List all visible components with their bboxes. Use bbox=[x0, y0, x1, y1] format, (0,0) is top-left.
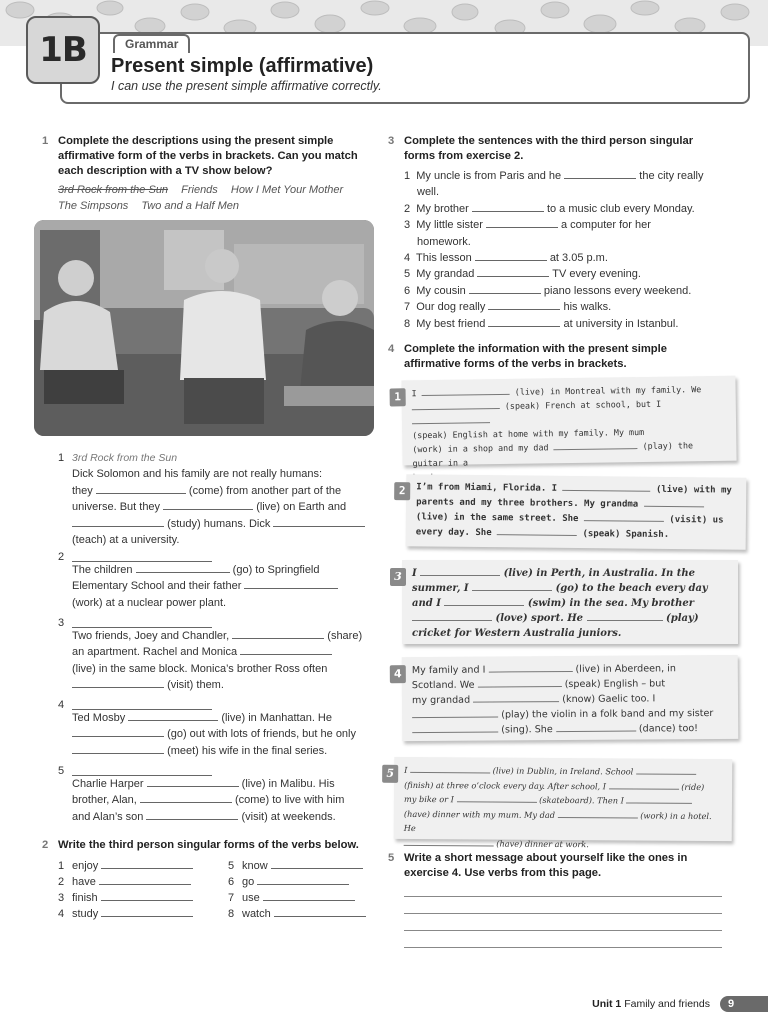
answer-blank[interactable] bbox=[101, 858, 193, 869]
verb-item: 7 use bbox=[228, 890, 355, 904]
sentence-item-cont: well. bbox=[417, 186, 440, 199]
verb-item: 1 enjoy bbox=[58, 858, 193, 872]
example-answer: 3rd Rock from the Sun bbox=[72, 452, 178, 464]
profile-card-5: 5 I (live) in Dublin, in Ireland. School (finish) at three o’clock every day. After school, I (ride) my bike or I (skateboard). Then I (have) dinner with my mum. My dad (work) in a hotel. He (have) dinner at work. bbox=[394, 757, 733, 841]
page-subtitle: I can use the present simple affirmative correctly. bbox=[111, 79, 382, 93]
answer-blank[interactable] bbox=[140, 792, 232, 803]
writing-line[interactable] bbox=[404, 930, 722, 931]
tv-show-list bbox=[58, 182, 358, 214]
sentence-item: 8 My best friend at university in Istanbul. bbox=[404, 317, 679, 330]
tv-show: 3rd Rock from the Sun bbox=[58, 184, 169, 196]
card-number: 1 bbox=[390, 388, 406, 406]
profile-card-4: 4 My family and I (live) in Aberdeen, in Scotland. We (speak) English – but my grandad (know) Gaelic too. I (play) the violin in a folk band and my sister (sing). She (dance) too! bbox=[402, 655, 739, 741]
answer-blank[interactable] bbox=[412, 400, 500, 410]
description-5: Charlie Harper (live) in Malibu. His brother, Alan, (come) to live with him and Alan’s son (visit) at weekends. bbox=[72, 762, 372, 825]
answer-blank[interactable] bbox=[469, 283, 541, 294]
tv-show: Friends bbox=[181, 184, 218, 196]
profile-card-2: 2 I’m from Miami, Florida. I (live) with my parents and my three brothers. My grandma (live) in the same street. She (visit) us every day. She (speak) Spanish. bbox=[406, 474, 747, 550]
writing-line[interactable] bbox=[404, 947, 722, 948]
exercise-3-items bbox=[404, 168, 724, 332]
sentence-item: 5 My grandad TV every evening. bbox=[404, 268, 641, 281]
answer-blank[interactable] bbox=[72, 726, 164, 737]
card-number: 2 bbox=[394, 482, 410, 500]
answer-blank[interactable] bbox=[563, 482, 651, 492]
sentence-item: 4 This lesson at 3.05 p.m. bbox=[404, 252, 608, 265]
answer-blank[interactable] bbox=[136, 562, 230, 573]
answer-blank[interactable] bbox=[72, 743, 164, 754]
description-3: Two friends, Joey and Chandler, (share) an apartment. Rachel and Monica (live) in the same block. Monica’s brother Ross often (visit) them. bbox=[72, 614, 372, 694]
verb-item: 2 have bbox=[58, 874, 191, 888]
sentence-item: 3 My little sister a computer for her bbox=[404, 219, 651, 232]
answer-blank[interactable] bbox=[147, 776, 239, 787]
answer-blank[interactable] bbox=[273, 516, 365, 527]
show-answer-blank[interactable] bbox=[72, 614, 212, 628]
tv-show: Two and a Half Men bbox=[141, 200, 239, 212]
answer-blank[interactable] bbox=[72, 516, 164, 527]
answer-blank[interactable] bbox=[609, 780, 679, 789]
answer-blank[interactable] bbox=[232, 628, 324, 639]
answer-blank[interactable] bbox=[412, 709, 498, 719]
sentence-item: 6 My cousin piano lessons every weekend. bbox=[404, 284, 692, 297]
instruction-text: Write a short message about yourself like the ones in exercise 4. Use verbs from this page. bbox=[404, 852, 688, 879]
sentence-item: 7 Our dog really his walks. bbox=[404, 301, 612, 314]
description-number: 3 bbox=[58, 617, 65, 629]
answer-blank[interactable] bbox=[274, 906, 366, 917]
exercise-number: 4 bbox=[388, 343, 395, 355]
answer-blank[interactable] bbox=[263, 890, 355, 901]
answer-blank[interactable] bbox=[473, 693, 559, 703]
sentence-item: 2 My brother to a music club every Monday. bbox=[404, 202, 695, 215]
verb-item: 8 watch bbox=[228, 906, 366, 920]
answer-blank[interactable] bbox=[163, 499, 253, 510]
answer-blank[interactable] bbox=[584, 512, 664, 522]
card-number: 5 bbox=[382, 765, 398, 783]
answer-blank[interactable] bbox=[636, 766, 696, 775]
answer-blank[interactable] bbox=[271, 858, 363, 869]
unit-badge: 1B bbox=[26, 16, 100, 84]
exercise-number: 2 bbox=[42, 839, 49, 851]
section-tag: Grammar bbox=[113, 34, 190, 53]
answer-blank[interactable] bbox=[412, 612, 492, 621]
answer-blank[interactable] bbox=[244, 578, 338, 589]
answer-blank[interactable] bbox=[564, 168, 636, 179]
sentence-item-cont: homework. bbox=[417, 235, 471, 248]
tv-show: How I Met Your Mother bbox=[230, 184, 344, 196]
exercise-number: 3 bbox=[388, 135, 395, 147]
answer-blank[interactable] bbox=[475, 250, 547, 261]
show-answer-blank[interactable] bbox=[72, 762, 212, 776]
answer-blank[interactable] bbox=[420, 567, 500, 576]
verb-item: 4 study bbox=[58, 906, 193, 920]
answer-blank[interactable] bbox=[410, 764, 490, 774]
answer-blank[interactable] bbox=[128, 710, 218, 721]
answer-blank[interactable] bbox=[558, 809, 638, 819]
exercise-2-instruction bbox=[42, 838, 378, 853]
answer-blank[interactable] bbox=[644, 498, 704, 508]
answer-blank[interactable] bbox=[99, 874, 191, 885]
verb-item: 5 know bbox=[228, 858, 363, 872]
exercise-number: 5 bbox=[388, 852, 395, 864]
card-number: 4 bbox=[390, 665, 406, 683]
page-number: 9 bbox=[720, 996, 768, 1012]
page-title: Present simple (affirmative) bbox=[111, 55, 374, 77]
tv-show: The Simpsons bbox=[58, 200, 129, 212]
answer-blank[interactable] bbox=[497, 526, 577, 536]
profile-card-3: 3 I (live) in Perth, in Australia. In the summer, I (go) to the beach every day and I (swim) in the sea. My brother (love) sport. He (play) cricket for Western Australia juniors. bbox=[402, 560, 738, 644]
page-footer bbox=[592, 996, 768, 1012]
answer-blank[interactable] bbox=[587, 612, 663, 621]
tv-show-photo bbox=[34, 220, 374, 436]
answer-blank[interactable] bbox=[404, 837, 494, 847]
answer-blank[interactable] bbox=[101, 890, 193, 901]
verb-item: 3 finish bbox=[58, 890, 193, 904]
answer-blank[interactable] bbox=[556, 723, 636, 733]
answer-blank[interactable] bbox=[486, 217, 558, 228]
answer-blank[interactable] bbox=[457, 793, 537, 803]
card-number: 3 bbox=[390, 568, 406, 586]
answer-blank[interactable] bbox=[472, 582, 552, 591]
answer-blank[interactable] bbox=[412, 724, 498, 734]
answer-blank[interactable] bbox=[444, 597, 524, 606]
answer-blank[interactable] bbox=[488, 299, 560, 310]
show-answer-blank[interactable] bbox=[72, 696, 212, 710]
answer-blank[interactable] bbox=[553, 440, 637, 450]
answer-blank[interactable] bbox=[146, 809, 238, 820]
writing-line[interactable] bbox=[404, 913, 722, 914]
exercise-1-instruction bbox=[42, 134, 368, 179]
answer-blank[interactable] bbox=[96, 483, 186, 494]
answer-blank[interactable] bbox=[240, 644, 332, 655]
answer-blank[interactable] bbox=[488, 663, 572, 673]
exercise-number: 1 bbox=[42, 135, 49, 147]
sentence-item: 1 My uncle is from Paris and he the city really bbox=[404, 170, 704, 182]
profile-card-1: 1 I (live) in Montreal with my family. We (speak) French at school, but I (speak) English at home with my family. My mum (work) in a shop and my dad (play) the guitar in a bbox=[401, 376, 736, 466]
description-4: Ted Mosby (live) in Manhattan. He (go) out with lots of friends, but he only (meet) his wife in the final series. bbox=[72, 696, 372, 759]
instruction-text: Complete the sentences with the third person singular forms from exercise 2. bbox=[404, 135, 694, 162]
footer-unit-label: Unit 1 Family and friends bbox=[592, 998, 710, 1010]
description-number: 2 bbox=[58, 551, 65, 563]
answer-blank[interactable] bbox=[257, 874, 349, 885]
answer-blank[interactable] bbox=[101, 906, 193, 917]
answer-blank[interactable] bbox=[477, 266, 549, 277]
instruction-text: Complete the descriptions using the present simple affirmative form of the verbs in brackets. Can you match each description with a TV show below? bbox=[58, 135, 358, 177]
instruction-text: Write the third person singular forms of the verbs below. bbox=[58, 839, 359, 851]
exercise-5-instruction bbox=[388, 851, 724, 881]
description-number: 5 bbox=[58, 765, 65, 777]
exercise-3-instruction bbox=[388, 134, 724, 164]
exercise-4-instruction bbox=[388, 342, 724, 372]
description-1: 3rd Rock from the Sun Dick Solomon and his family are not really humans: they (come) from another part of the universe. But they (live) on Earth and (study) humans. Dick (teach) at a university. bbox=[72, 450, 372, 548]
answer-blank[interactable] bbox=[412, 414, 490, 424]
verb-item: 6 go bbox=[228, 874, 349, 888]
answer-blank[interactable] bbox=[472, 201, 544, 212]
answer-blank[interactable] bbox=[626, 795, 692, 804]
answer-blank[interactable] bbox=[422, 386, 510, 396]
answer-blank[interactable] bbox=[488, 316, 560, 327]
description-2: The children (go) to Springfield Elementary School and their father (work) at a nuclear power plant. bbox=[72, 548, 372, 611]
description-number: 1 bbox=[58, 452, 65, 464]
writing-line[interactable] bbox=[404, 896, 722, 897]
answer-blank[interactable] bbox=[72, 677, 164, 688]
instruction-text: Complete the information with the present simple affirmative forms of the verbs in brackets. bbox=[404, 343, 667, 370]
show-answer-blank[interactable] bbox=[72, 548, 212, 562]
description-number: 4 bbox=[58, 699, 65, 711]
answer-blank[interactable] bbox=[478, 678, 562, 688]
